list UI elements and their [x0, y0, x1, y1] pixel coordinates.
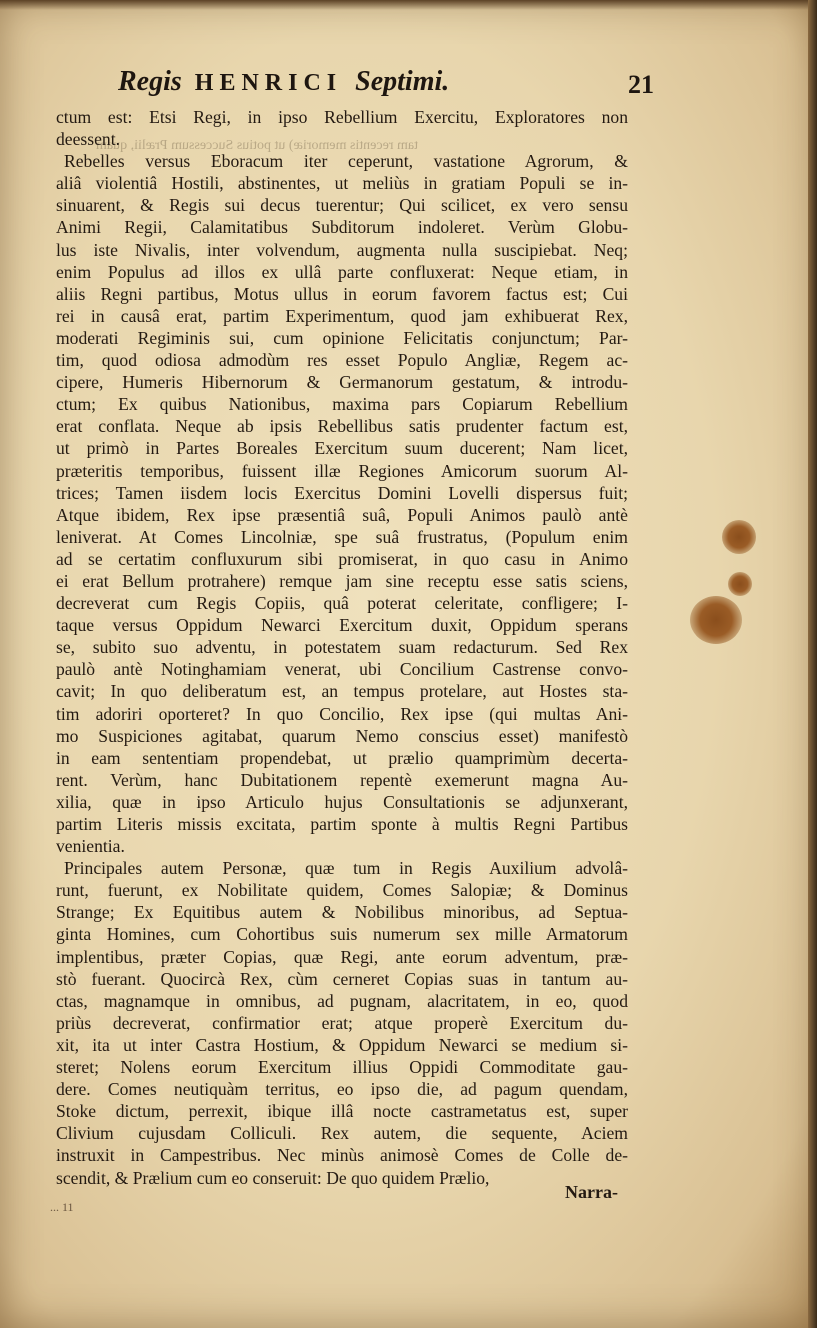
- header-title-henrici: HENRICI: [194, 70, 343, 96]
- text-line: trices; Tamen iisdem locis Exercitus Domini Lovelli dispersus fuit;: [56, 482, 628, 503]
- text-line: enim Populus ad illos ex ullâ parte confluxerat: Neque etiam, in: [56, 261, 628, 282]
- text-line: paulò antè Notinghamiam venerat, ubi Concilium Castrense convo-: [56, 659, 628, 680]
- text-line: steret; Nolens eorum Exercitum illius Oppidi Commoditate gau-: [56, 1057, 628, 1078]
- text-line: præteritis temporibus, fuissent illæ Regiones Amicorum suorum Al-: [56, 460, 628, 481]
- text-line: dere. Comes neutiquàm territus, eo ipso die, ad pagum quendam,: [56, 1079, 628, 1100]
- text-line: xit, ita ut inter Castra Hostium, & Oppidum Newarci se medium si-: [56, 1034, 628, 1055]
- text-line: rei in causâ erat, partim Experimentum, quod jam exhibuerat Rex,: [56, 305, 628, 326]
- text-line: stò fuerant. Quocircà Rex, cùm cerneret Copias suas in tantum au-: [56, 968, 628, 989]
- text-line: rent. Verùm, hanc Dubitationem repentè exemerunt magna Au-: [56, 769, 628, 790]
- text-line: in eam sententiam propendebat, ut prælio quamprimùm decerta-: [56, 747, 628, 768]
- catchword: Narra-: [565, 1182, 618, 1202]
- text-line: taque versus Oppidum Newarci Exercitum duxit, Oppidum sperans: [56, 615, 628, 636]
- text-line: Animi Regii, Calamitatibus Subditorum indoleret. Verùm Globu-: [56, 217, 628, 238]
- text-line: Strange; Ex Equitibus autem & Nobilibus minoribus, ad Septua-: [56, 902, 628, 923]
- text-line: cipere, Humeris Hibernorum & Germanorum gestatum, & introdu-: [56, 372, 628, 393]
- ink-stain-dot: [728, 572, 752, 596]
- show-through-text: tam recentis memoriæ) ut potius Successum Prælii, quam: [96, 138, 418, 153]
- text-line: Clivium cujusdam Colliculi. Rex autem, die sequente, Aciem: [56, 1123, 628, 1144]
- text-line: implentibus, præter Copias, quæ Regi, ante eorum adventum, præ-: [56, 946, 628, 967]
- text-line: runt, fuerunt, ex Nobilitate quidem, Comes Salopiæ; & Dominus: [56, 880, 628, 901]
- text-line: Rebelles versus Eboracum iter ceperunt, vastatione Agrorum, &: [64, 151, 628, 172]
- text-line: ginta Homines, cum Cohortibus suis numerum sex mille Armatorum: [56, 924, 628, 945]
- text-line: se, subito suo adventu, in potestatem suam redacturum. Sed Rex: [56, 637, 628, 658]
- text-line: ut primò in Partes Boreales Exercitum suum ducerent; Nam licet,: [56, 438, 628, 459]
- text-line: xilia, quæ in ipso Articulo hujus Consultationis se adjunxerant,: [56, 791, 628, 812]
- text-line: ctum est: Etsi Regi, in ipso Rebellium Exercitu, Exploratores non: [56, 107, 628, 127]
- text-line: tim, quod odiosa admodùm res esset Populo Angliæ, Regem ac-: [56, 350, 628, 371]
- text-line: aliis Regni partibus, Motus ullus in eorum favorem factus est; Cui: [56, 283, 628, 304]
- text-line: Stoke dictum, perrexit, ibique illâ nocte castrametatus est, super: [56, 1101, 628, 1122]
- text-line: instruxit in Campestribus. Nec minùs animosè Comes de Colle de-: [56, 1145, 628, 1166]
- text-line: deessent.: [56, 129, 121, 150]
- text-line: venientia.: [56, 836, 125, 857]
- text-line: mo Suspiciones agitabat, quarum Nemo conscius esset) manifestò: [56, 725, 628, 746]
- page-top-shadow: [0, 0, 817, 10]
- header-title-septimi: Septimi.: [355, 66, 450, 97]
- text-line: ei erat Bellum protrahere) remque jam sine receptu esse satis sciens,: [56, 570, 628, 591]
- text-line: leniverat. At Comes Lincolniæ, spe suâ frustratus, (Populum enim: [56, 526, 628, 547]
- ink-stain-small: [722, 520, 756, 554]
- signature-mark: ... 11: [50, 1200, 74, 1214]
- text-line: scendit, & Prælium cum eo conseruit: De quo quidem Prælio,: [56, 1167, 490, 1188]
- ink-stain-large: [690, 596, 742, 644]
- text-line: ctas, magnamque in omnibus, ad pugnam, alacritatem, in eo, quod: [56, 990, 628, 1011]
- text-line: cavit; In quo deliberatum est, an tempus protelare, aut Hostes sta-: [56, 681, 628, 702]
- text-line: moderati Regiminis sui, cum opinione Felicitatis conjunctum; Par-: [56, 327, 628, 348]
- text-line: tim adoriri oporteret? In quo Concilio, Rex ipse (qui multas Ani-: [56, 703, 628, 724]
- page-right-edge: [808, 0, 817, 1328]
- text-line: Atque ibidem, Rex ipse præsentiâ suâ, Populi Animos paulò antè: [56, 504, 628, 525]
- header-title-regis: Regis: [118, 66, 182, 97]
- body-text: [56, 106, 628, 1189]
- text-line: partim Literis missis excitata, partim sponte à multis Regni Partibus: [56, 814, 628, 834]
- text-line: erat conflata. Neque ab ipsis Rebellibus satis prudenter factum est,: [56, 416, 628, 437]
- text-line: aliâ violentiâ Hostili, abstinentes, ut meliùs in gratiam Populi se in-: [56, 173, 628, 194]
- text-line: Principales autem Personæ, quæ tum in Regis Auxilium advolâ-: [64, 858, 628, 879]
- text-line: ad se certatim confluxurum sibi promiserat, in quo casu in Animo: [56, 548, 628, 569]
- running-header: [118, 66, 658, 106]
- page-number: 21: [628, 70, 654, 99]
- text-line: ctum; Ex quibus Nationibus, maxima pars Copiarum Rebellium: [56, 394, 628, 415]
- text-line: priùs decreverat, confirmatior erat; atque properè Exercitum du-: [56, 1012, 628, 1033]
- text-line: decreverat cum Regis Copiis, quâ poterat celeritate, confligere; I-: [56, 593, 628, 614]
- text-line: sinuarent, & Regis sui decus tuerentur; Qui scilicet, ex vero sensu: [56, 195, 628, 216]
- text-line: lus iste Nivalis, inter volvendum, augmenta nulla suscipiebat. Neq;: [56, 239, 628, 260]
